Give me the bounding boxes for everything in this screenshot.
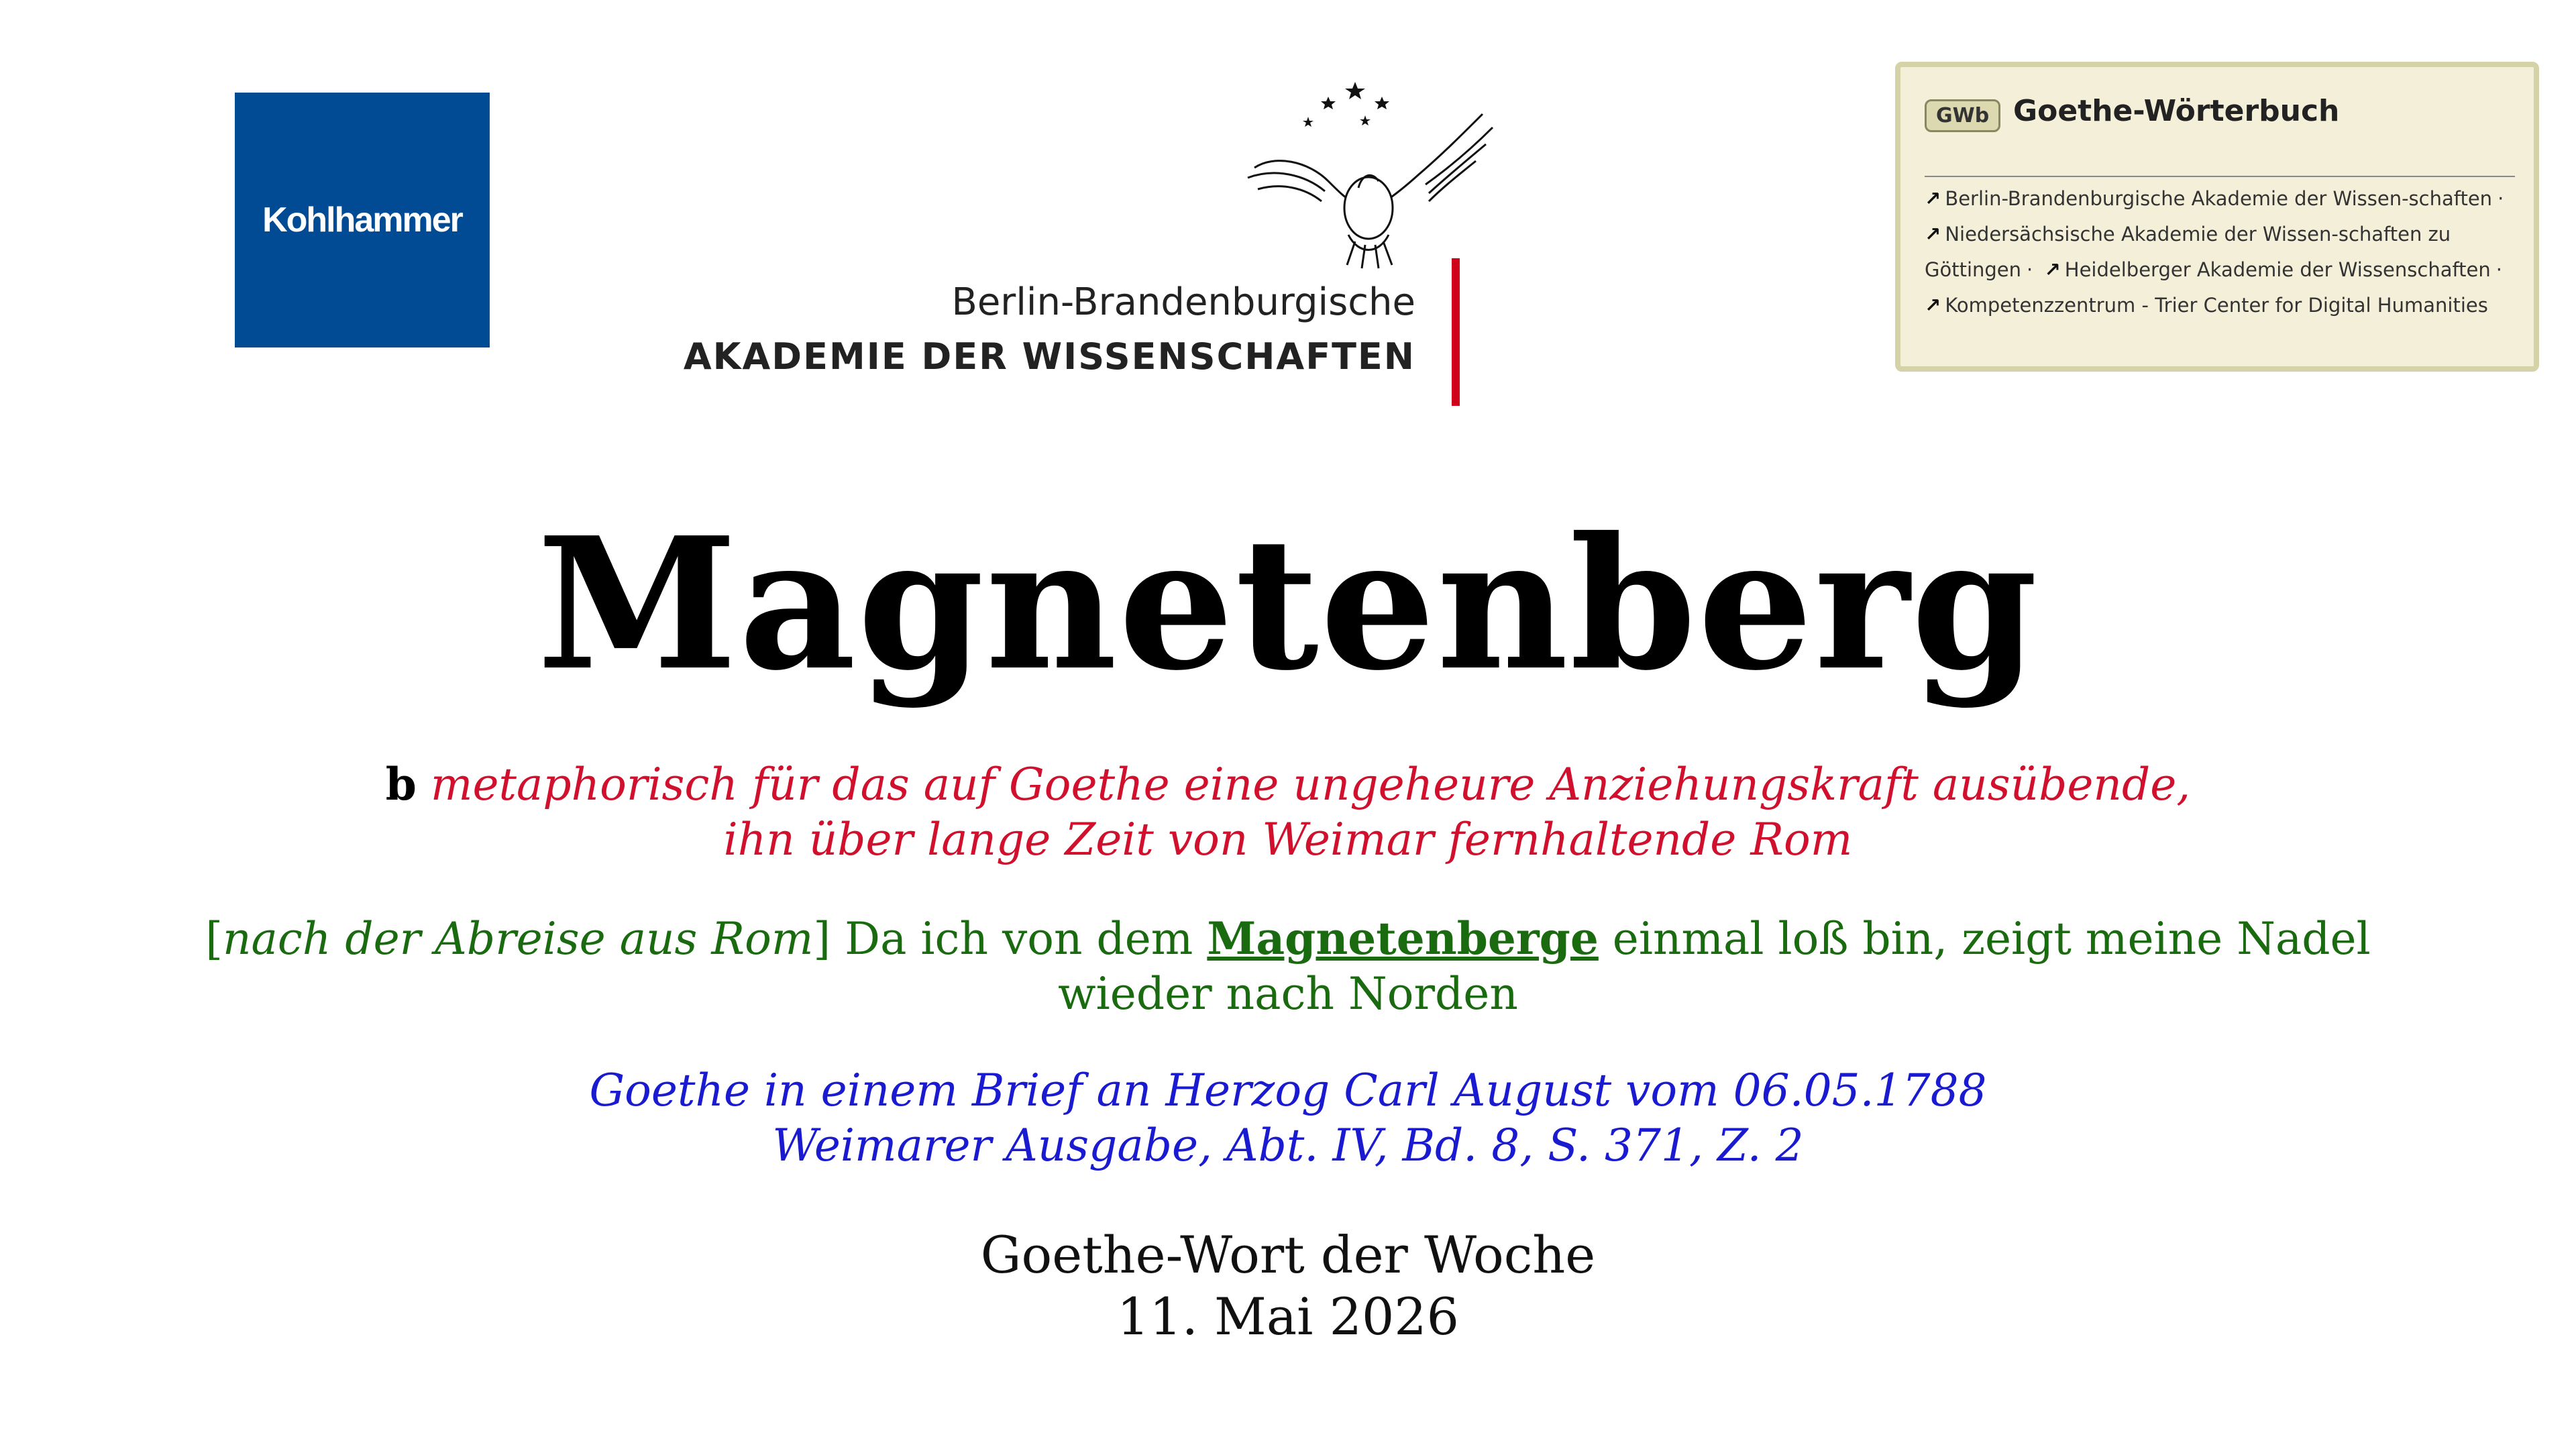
quote-bracket-close: ] — [813, 913, 831, 965]
gwb-divider — [1925, 176, 2515, 177]
gwb-badge: GWb — [1925, 99, 2000, 132]
footer-date: 11. Mai 2026 — [1116, 1287, 1460, 1346]
gwb-info-panel — [1895, 62, 2539, 372]
definition-line1: metaphorisch für das auf Goethe eine ungeheure Anziehungskraft ausübende, — [430, 759, 2191, 810]
bbaw-logo-line2: AKADEMIE DER WISSENSCHAFTEN — [683, 335, 1415, 378]
quote-text-before: Da ich von dem — [845, 913, 1193, 965]
footer-title: Goethe-Wort der Woche — [980, 1225, 1596, 1285]
eagle-icon — [1228, 74, 1509, 275]
gwb-link-trier[interactable]: Kompetenzzentrum - Trier Center for Digital Humanities — [1945, 294, 2488, 317]
gwb-link-heidelberg[interactable]: Heidelberger Akademie der Wissenschaften — [2064, 258, 2491, 281]
kohlhammer-logo — [235, 93, 490, 347]
arrow-up-right-icon: ↗ — [1925, 223, 1941, 246]
arrow-up-right-icon: ↗ — [2044, 258, 2061, 281]
source-line1: Goethe in einem Brief an Herzog Carl August vom 06.05.1788 — [589, 1065, 1987, 1116]
definition — [0, 757, 2576, 867]
definition-line2: ihn über lange Zeit von Weimar fernhaltende Rom — [723, 814, 1853, 865]
quotation — [0, 911, 2576, 1022]
link-separator: · — [2027, 258, 2033, 281]
sense-label: b — [385, 758, 417, 810]
headword: Magnetenberg — [537, 497, 2039, 710]
word-of-week-footer — [0, 1224, 2576, 1348]
quote-bracket-open: [ — [205, 913, 223, 965]
gwb-links-list — [1925, 181, 2518, 323]
kohlhammer-logo-text: Kohlhammer — [262, 201, 462, 239]
gwb-link-goettingen[interactable]: Niedersächsische Akademie der Wissen-schaften zu Göttingen — [1925, 223, 2451, 281]
bbaw-logo-bar — [1452, 258, 1460, 406]
arrow-up-right-icon: ↗ — [1925, 187, 1941, 210]
gwb-panel-title: Goethe-Wörterbuch — [2013, 94, 2340, 128]
quote-lemma: Magnetenberge — [1207, 912, 1599, 965]
gwb-link-bbaw[interactable]: Berlin-Brandenburgische Akademie der Wissen-schaften — [1945, 187, 2493, 210]
quote-text-after: einmal loß bin, zeigt meine Nadel — [1612, 913, 2371, 965]
link-separator: · — [2498, 187, 2504, 210]
source-citation — [0, 1063, 2576, 1173]
quote-line2: wieder nach Norden — [1058, 968, 1518, 1020]
quote-context: nach der Abreise aus Rom — [223, 913, 814, 965]
source-line2: Weimarer Ausgabe, Abt. IV, Bd. 8, S. 371, Z. 2 — [772, 1120, 1804, 1171]
link-separator: · — [2496, 258, 2502, 281]
bbaw-logo-line1: Berlin-Brandenburgische — [951, 280, 1415, 324]
arrow-up-right-icon: ↗ — [1925, 294, 1941, 317]
